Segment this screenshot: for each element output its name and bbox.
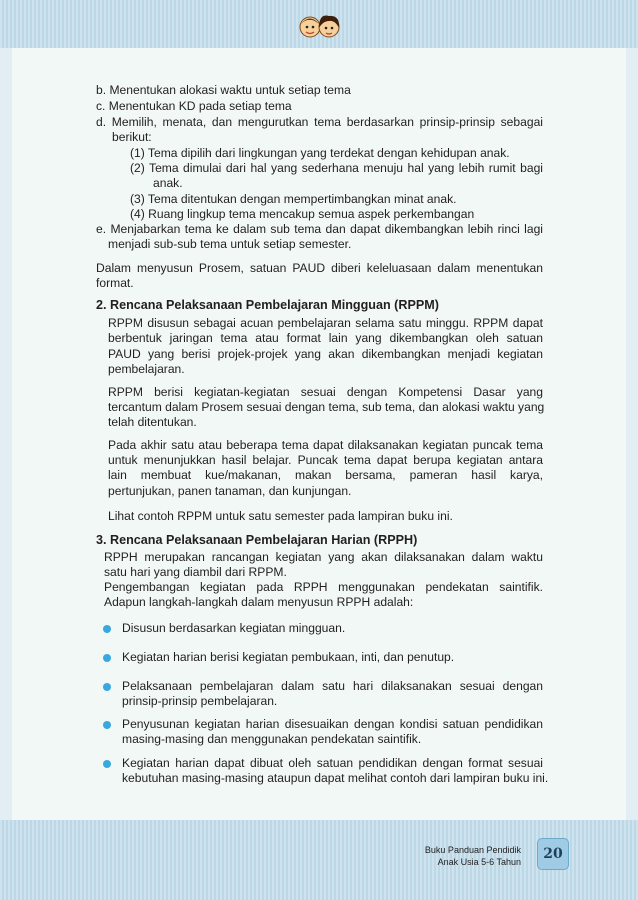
sub-item-1: (1) Tema dipilih dari lingkungan yang terdekat dengan kehidupan anak. [130,146,510,160]
page-number: 20 [537,838,569,870]
bullet-dot [103,654,111,662]
section-2-p2-line1: RPPM berisi kegiatan-kegiatan sesuai dengan Kompetensi Dasar yang [108,385,543,399]
bullet-item-2: Kegiatan harian berisi kegiatan pembukaan, inti, dan penutup. [122,650,455,664]
section-2-p3-line4: pertunjukan, panen tanaman, dan kunjungan. [108,484,352,498]
sub-item-2-cont: anak. [153,176,183,190]
section-3-intro-line4: Adapun langkah-langkah dalam menyusun RPPH adalah: [104,595,414,609]
sub-item-4: (4) Ruang lingkup tema mencakup semua aspek perkembangan [130,207,475,221]
header-band [0,0,638,48]
sub-item-3: (3) Tema ditentukan dengan mempertimbangkan minat anak. [130,192,457,206]
list-item-e: e. Menjabarkan tema ke dalam sub tema dan dapat dikembangkan lebih rinci lagi [96,222,543,236]
list-item-d-cont: berikut: [112,130,152,144]
section-2-p2-line3: telah ditentukan. [108,415,197,429]
prosem-paragraph-line1: Dalam menyusun Prosem, satuan PAUD diberi keleluasaan dalam menentukan [96,261,543,275]
section-2-p3-line1: Pada akhir satu atau beberapa tema dapat dilaksanakan kegiatan puncak tema [108,438,543,452]
list-item-c: c. Menentukan KD pada setiap tema [96,99,292,113]
section-3-intro-line1: RPPH merupakan rancangan kegiatan yang akan dilaksanakan dalam waktu [104,550,543,564]
section-2-p3-line3: lain membuat kue/makanan, makan bersama, pameran hasil karya, [108,468,543,482]
section-2-p1-line3: PAUD yang berisi projek-projek yang akan dikembangkan menjadi kegiatan [108,347,543,361]
bullet-dot [103,683,111,691]
bullet-dot [103,721,111,729]
prosem-paragraph-line2: format. [96,276,134,290]
section-2-p1-line4: pembelajaran. [108,362,185,376]
footer-book-title-line1: Buku Panduan Pendidik [424,845,521,855]
section-2-p3-line2: untuk menunjukkan hasil belajar. Puncak tema dapat berupa kegiatan antara [108,453,543,467]
section-2-heading: 2. Rencana Pelaksanaan Pembelajaran Mingguan (RPPM) [96,298,439,312]
bullet-item-5-line1: Kegiatan harian dapat dibuat oleh satuan pendidikan dengan format sesuai [122,756,543,770]
bullet-item-4-line2: masing-masing dan menggunakan pendekatan saintifik. [122,732,422,746]
section-2-p2-line2: tercantum dalam Prosem sesuai dengan tema, sub tema, dan alokasi waktu yang [108,400,545,414]
section-3-heading: 3. Rencana Pelaksanaan Pembelajaran Harian (RPPH) [96,533,418,547]
list-item-e-cont: menjadi sub-sub tema untuk setiap semester. [108,237,352,251]
section-2-see-example: Lihat contoh RPPM untuk satu semester pada lampiran buku ini. [108,509,453,523]
bullet-item-3-line2: prinsip-prinsip pembelajaran. [122,694,278,708]
list-item-b: b. Menentukan alokasi waktu untuk setiap tema [96,83,351,97]
section-2-p1-line2: berbentuk jaringan tema atau format lain yang dikembangkan oleh satuan [108,331,543,345]
bullet-item-5-line2: kebutuhan masing-masing ataupun dapat melihat contoh dari lampiran buku ini. [122,771,549,785]
section-2-p1-line1: RPPM disusun sebagai acuan pembelajaran selama satu minggu. RPPM dapat [108,316,543,330]
footer-book-title-line2: Anak Usia 5-6 Tahun [437,857,521,867]
children-mascot-icon [298,13,342,39]
list-item-d: d. Memilih, menata, dan mengurutkan tema berdasarkan prinsip-prinsip sebagai [96,115,543,129]
sub-item-2: (2) Tema dimulai dari hal yang sederhana menuju hal yang lebih rumit bagi [130,161,543,175]
bullet-dot [103,625,111,633]
bullet-item-3-line1: Pelaksanaan pembelajaran dalam satu hari dilaksanakan sesuai dengan [122,679,543,693]
bullet-item-4-line1: Penyusunan kegiatan harian disesuaikan dengan kondisi satuan pendidikan [122,717,543,731]
section-3-intro-line2: satu hari yang diambil dari RPPM. [104,565,287,579]
section-3-intro-line3: Pengembangan kegiatan pada RPPH menggunakan pendekatan saintifik. [104,580,543,594]
bullet-item-1: Disusun berdasarkan kegiatan mingguan. [122,621,346,635]
bullet-dot [103,760,111,768]
